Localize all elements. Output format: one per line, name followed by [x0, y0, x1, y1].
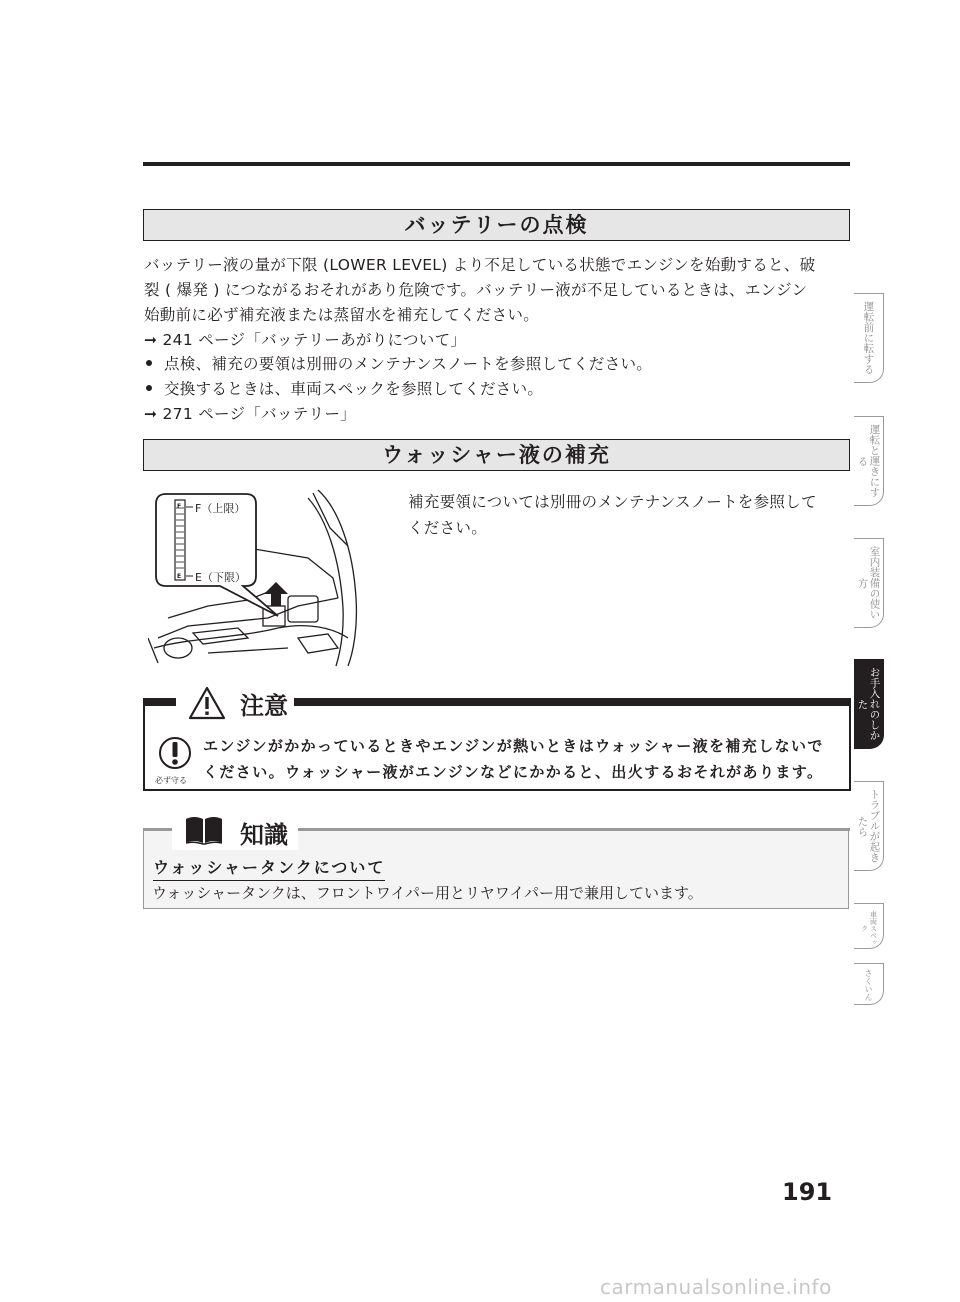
caution-line-1: エンジンがかかっているときやエンジンが熱いときはウォッシャー液を補充しないで: [203, 737, 824, 755]
washer-text-2: ください。: [408, 519, 488, 537]
knowledge-title: 知識: [240, 821, 288, 849]
battery-line-2: 裂 ( 爆発 ) につながるおそれがあり危険です。バッテリー液が不足しているときは、エンジン: [144, 281, 808, 299]
washer-tank-illustration: [148, 488, 372, 668]
tab-specs[interactable]: 車両スペック: [854, 903, 884, 949]
tab-maintenance[interactable]: お手入れのしかた: [854, 659, 884, 749]
must-keep-label: 必ず守る: [155, 776, 187, 785]
washer-text-1: 補充要領については別冊のメンテナンスノートを参照して: [408, 493, 817, 511]
caution-text: [203, 733, 824, 785]
bullet-icon: [146, 385, 152, 391]
washer-section-title: ウォッシャー液の補充: [143, 439, 850, 471]
battery-ref-1[interactable]: ➞ 241 ページ「バッテリーあがりについて」: [144, 331, 467, 349]
battery-bullet-1: 点検、補充の要領は別冊のメンテナンスノートを参照してください。: [144, 352, 652, 377]
caution-title: 注意: [240, 692, 288, 720]
caution-line-2: ください。ウォッシャー液がエンジンなどにかかると、出火するおそれがあります。: [203, 763, 824, 781]
gauge-f-mark: F: [177, 503, 182, 510]
tab-before-driving[interactable]: 運転前に転する: [854, 293, 884, 383]
warning-triangle-icon: [188, 686, 226, 720]
bullet-icon: [146, 360, 152, 366]
tab-index[interactable]: さくいん: [854, 963, 884, 1005]
top-rule: [143, 162, 850, 166]
book-icon: [184, 815, 224, 845]
tab-troubleshooting[interactable]: トラブルが起きたら: [854, 781, 884, 871]
watermark: carmanualsonline.info: [600, 1275, 832, 1299]
gauge-e-mark: E: [177, 573, 182, 580]
battery-line-3: 始動前に必ず補充液または蒸留水を補充してください。: [144, 306, 540, 324]
battery-line-1: バッテリー液の量が下限 (LOWER LEVEL) より不足している状態でエンジンを始動すると、破: [144, 256, 816, 274]
page-number: 191: [782, 1178, 833, 1206]
knowledge-subtitle: ウォッシャータンクについて: [153, 855, 385, 881]
tab-driving[interactable]: 運転と運きにする: [854, 416, 884, 506]
exclamation-icon: [158, 736, 192, 774]
tab-interior[interactable]: 室内装備の使い方: [854, 538, 884, 628]
battery-section-title: バッテリーの点検: [143, 209, 850, 241]
knowledge-text: ウォッシャータンクは、フロントワイパー用とリヤワイパー用で兼用しています。: [152, 884, 703, 902]
battery-bullet-2: 交換するときは、車両スペックを参照してください。: [144, 377, 543, 402]
gauge-f-label: F（上限）: [195, 502, 246, 515]
gauge-e-label: E（下限）: [195, 571, 246, 584]
battery-ref-2[interactable]: ➞ 271 ページ「バッテリー」: [144, 405, 356, 423]
